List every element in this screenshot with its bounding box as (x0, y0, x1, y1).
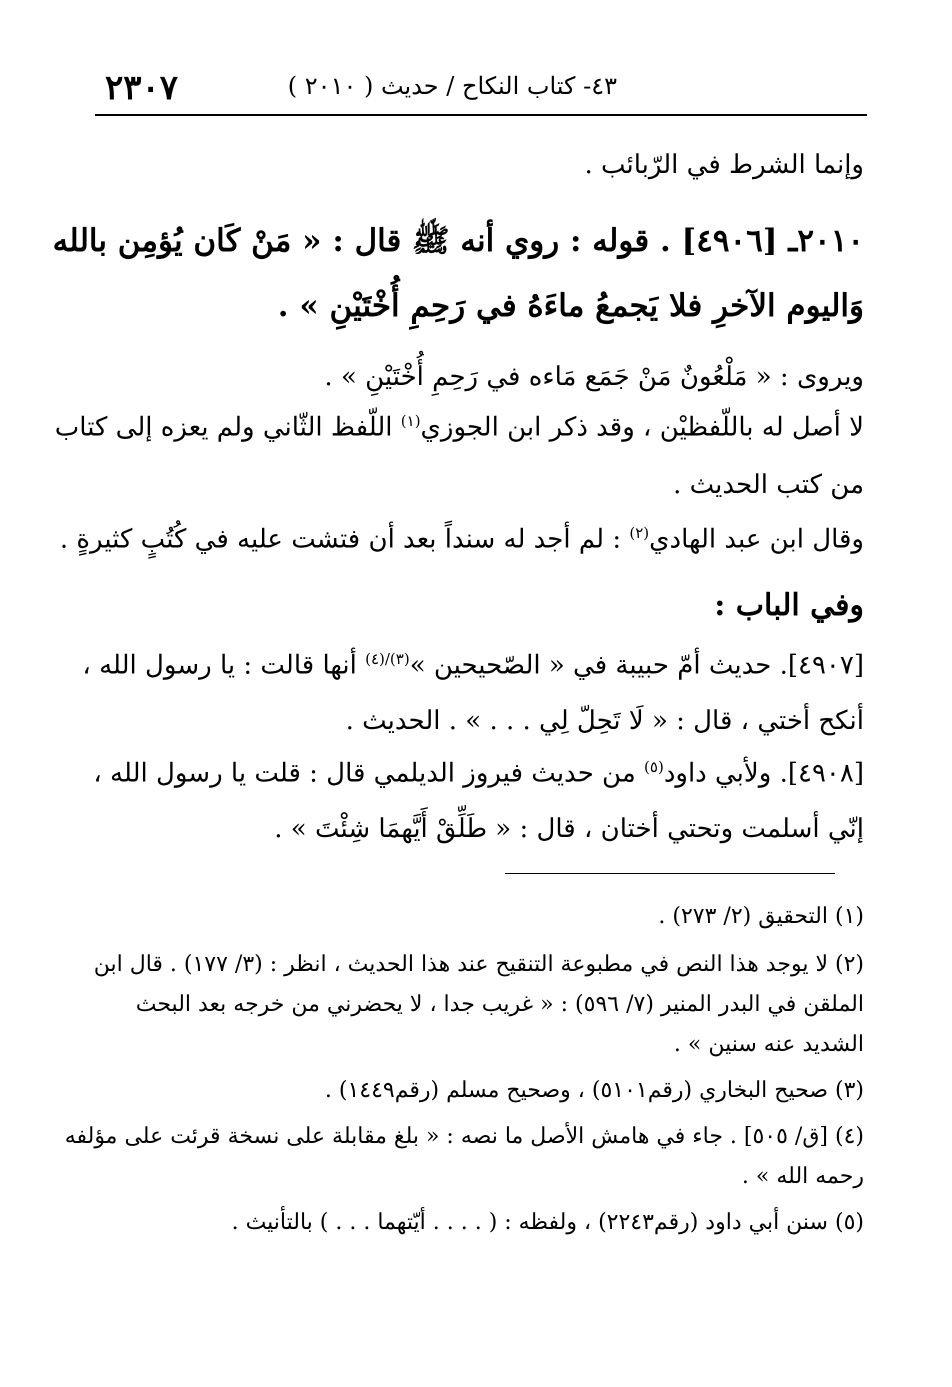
text-segment: اللّفظ الثّاني ولم يعزه إلى كتاب (54, 412, 401, 443)
text-segment: [٤٩٠٨]. ولأبي داود (663, 758, 864, 789)
footnote-ref: (١) (400, 412, 421, 430)
text-segment: من حديث فيروز الديلمي قال : قلت يا رسول الله ، (93, 758, 645, 789)
hadith-heading-line: وَاليوم الآخرِ فلا يَجمعُ ماءَهُ في رَحِمِ أُخْتَيْنِ » . (277, 288, 864, 324)
footnote: (٣) صحيح البخاري (رقم٥١٠١) ، وصحيح مسلم (رقم١٤٤٩) . (324, 1078, 864, 1103)
section-subheading: وفي الباب : (714, 588, 864, 623)
footnote-ref: (٣)/(٤) (365, 650, 410, 668)
text-line: وإنما الشرط في الرّبائب . (584, 150, 864, 180)
page-header (95, 62, 867, 116)
footnote: (١) التحقيق (٢/ ٢٧٣) . (658, 904, 864, 929)
footnote-continuation: الشديد عنه سنين » . (673, 1032, 864, 1057)
text-line: أنكح أختي ، قال : « لَا تَحِلّ لِي . . . » . الحديث . (345, 706, 864, 736)
text-segment: وقال ابن عبد الهادي (649, 524, 864, 555)
hadith-heading-line: ٢٠١٠ـ [٤٩٠٦] . قوله : روي أنه ﷺ قال : « مَنْ كَان يُؤمِن بالله (52, 223, 864, 259)
running-title: ٤٣- كتاب النكاح / حديث ( ٢٠١٠ ) (287, 72, 617, 100)
text-segment: : لم أجد له سنداً بعد أن فتشت عليه في كُتُبٍ كثيرةٍ . (59, 524, 630, 555)
footnote: (٢) لا يوجد هذا النص في مطبوعة التنقيح عند هذا الحديث ، انظر : (٣/ ١٧٧) . قال ابن (93, 952, 864, 977)
text-segment: أنها قالت : يا رسول الله ، (82, 650, 366, 681)
footnote-continuation: الملقن في البدر المنير (٧/ ٥٩٦) : « غريب جدا ، لا يحضرني من خرجه بعد البحث (135, 992, 864, 1017)
footnote-ref: (٥) (644, 758, 664, 776)
text-line: ويروى : « مَلْعُونٌ مَنْ جَمَع مَاءه في رَحِمِ أُخْتَيْنِ » . (324, 362, 864, 392)
text-line (55, 412, 864, 443)
footnote-continuation: رحمه الله » . (741, 1164, 864, 1189)
footnote-ref: (٢) (629, 524, 650, 542)
text-segment: [٤٩٠٧]. حديث أمّ حبيبة في « الصّحيحين » (409, 650, 864, 681)
page-number: ٢٣٠٧ (105, 68, 179, 108)
text-line: من كتب الحديث . (673, 470, 864, 500)
text-segment: لا أصل له باللّفظيْن ، وقد ذكر ابن الجوزي (420, 412, 864, 443)
footnote: (٤) [ق/ ٥٠٥] . جاء في هامش الأصل ما نصه : « بلغ مقابلة على نسخة قرئت على مؤلفه (64, 1124, 864, 1149)
text-line (93, 758, 864, 789)
footnote-divider (505, 873, 835, 874)
text-line: إنّي أسلمت وتحتي أختان ، قال : « طَلِّقْ أَيَّهمَا شِئْتَ » . (274, 814, 864, 844)
footnote: (٥) سنن أبي داود (رقم٢٢٤٣) ، ولفظه : ( . . . . أيّتهما . . . ) بالتأنيث . (231, 1210, 864, 1235)
text-line (60, 524, 864, 555)
text-line (82, 650, 864, 681)
